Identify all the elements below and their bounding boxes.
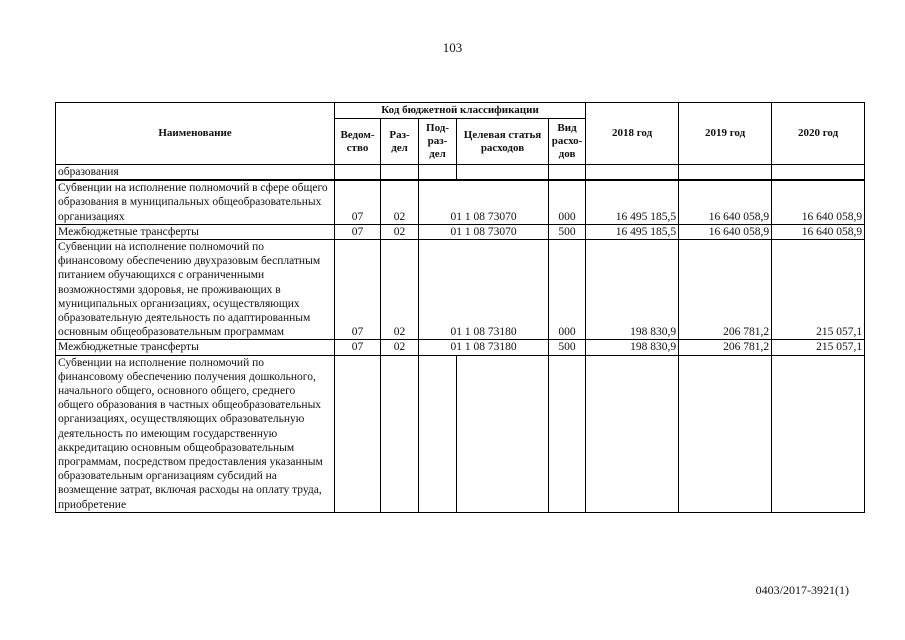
- row-celevaya: 01 1 08 73070: [419, 180, 549, 224]
- table-row: [56, 224, 865, 239]
- row-2019: 206 781,2: [679, 240, 772, 340]
- table-row: [56, 340, 865, 355]
- row-vid: [549, 165, 586, 181]
- row-2019: [679, 165, 772, 181]
- row-podrazdel: [419, 355, 457, 512]
- row-2020: [772, 165, 865, 181]
- row-celevaya: 01 1 08 73070: [419, 224, 549, 239]
- page-number: 103: [442, 40, 463, 55]
- row-2018: [586, 165, 679, 181]
- row-vid: 000: [549, 240, 586, 340]
- row-podrazdel: [419, 165, 457, 181]
- row-2020: 16 640 058,9: [772, 224, 865, 239]
- header-razdel: Раз-дел: [381, 119, 419, 165]
- header-vid: Вид расхо-дов: [549, 119, 586, 165]
- row-vid: 500: [549, 340, 586, 355]
- row-2020: 215 057,1: [772, 240, 865, 340]
- budget-table: [55, 102, 865, 513]
- table-row: [56, 180, 865, 224]
- row-razdel: 02: [381, 240, 419, 340]
- row-2018: 198 830,9: [586, 240, 679, 340]
- row-2020: [772, 355, 865, 512]
- table-row: [56, 240, 865, 340]
- row-vedom: 07: [335, 180, 381, 224]
- row-razdel: [381, 165, 419, 181]
- row-2018: 16 495 185,5: [586, 180, 679, 224]
- row-razdel: 02: [381, 340, 419, 355]
- row-name: Субвенции на исполнение полномочий в сфере общего образования в муниципальных общеобразовательных организациях: [56, 180, 335, 224]
- row-2020: 215 057,1: [772, 340, 865, 355]
- row-2018: 16 495 185,5: [586, 224, 679, 239]
- row-celevaya: 01 1 08 73180: [419, 340, 549, 355]
- row-vedom: 07: [335, 240, 381, 340]
- row-2018: [586, 355, 679, 512]
- row-name: Межбюджетные трансферты: [56, 224, 335, 239]
- header-2019: 2019 год: [679, 103, 772, 165]
- document-code: 0403/2017-3921(1): [755, 583, 849, 597]
- header-podrazdel: Под-раз-дел: [419, 119, 457, 165]
- row-vedom: [335, 355, 381, 512]
- row-name: Субвенции на исполнение полномочий по финансовому обеспечению получения дошкольного, начального общего, основного общего, среднего общего образования в частных общеобразовательных организациях, осуществляющих образовательную деятельность по имеющим государственную аккредитацию основным общеобразовательным программам, посредством предоставления указанным образовательным организациям субсидий на возмещение затрат, включая расходы на оплату труда, приобретение: [56, 355, 335, 512]
- header-celevaya: Целевая статья расходов: [457, 119, 549, 165]
- header-name: Наименование: [56, 103, 335, 165]
- row-name: образования: [56, 165, 335, 181]
- row-2019: [679, 355, 772, 512]
- row-vid: 500: [549, 224, 586, 239]
- row-celevaya: [457, 165, 549, 181]
- table-row: [56, 165, 865, 181]
- header-2020: 2020 год: [772, 103, 865, 165]
- row-vid: [549, 355, 586, 512]
- row-2020: 16 640 058,9: [772, 180, 865, 224]
- row-vedom: 07: [335, 340, 381, 355]
- row-2019: 16 640 058,9: [679, 224, 772, 239]
- row-vid: 000: [549, 180, 586, 224]
- row-razdel: 02: [381, 224, 419, 239]
- row-razdel: [381, 355, 419, 512]
- row-name: Субвенции на исполнение полномочий по финансовому обеспечению двухразовым бесплатным питанием обучающихся с ограниченными возможностями здоровья, не проживающих в муниципальных организациях, осуществляющих образовательную деятельность по адаптированным основным общеобразовательным программам: [56, 240, 335, 340]
- row-celevaya: [457, 355, 549, 512]
- row-2018: 198 830,9: [586, 340, 679, 355]
- row-celevaya: 01 1 08 73180: [419, 240, 549, 340]
- row-name: Межбюджетные трансферты: [56, 340, 335, 355]
- row-razdel: 02: [381, 180, 419, 224]
- header-vedom: Ведом-ство: [335, 119, 381, 165]
- header-2018: 2018 год: [586, 103, 679, 165]
- row-vedom: 07: [335, 224, 381, 239]
- table-row: [56, 355, 865, 512]
- header-budget-classification: Код бюджетной классификации: [335, 103, 586, 119]
- row-2019: 16 640 058,9: [679, 180, 772, 224]
- row-2019: 206 781,2: [679, 340, 772, 355]
- row-vedom: [335, 165, 381, 181]
